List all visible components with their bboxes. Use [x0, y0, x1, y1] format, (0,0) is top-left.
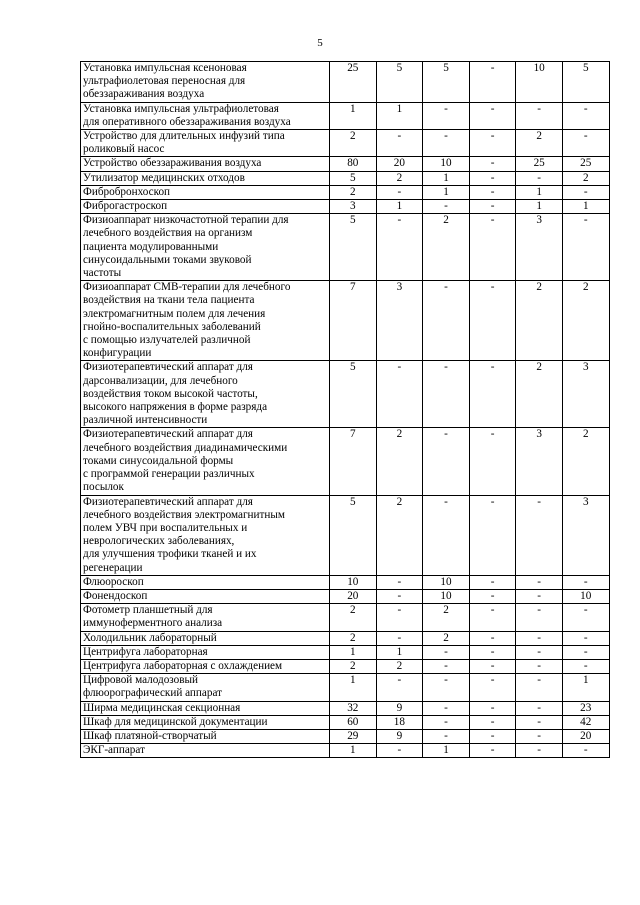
quantity-cell: 10 — [423, 589, 470, 603]
quantity-cell: - — [516, 744, 563, 758]
quantity-cell: - — [376, 589, 423, 603]
quantity-cell: 2 — [376, 495, 423, 575]
quantity-cell: - — [469, 744, 516, 758]
equipment-name-cell: Устройство для длительных инфузий типа роликовый насос — [81, 130, 330, 157]
quantity-cell: - — [562, 130, 609, 157]
quantity-cell: - — [469, 185, 516, 199]
table-row — [81, 715, 610, 729]
quantity-cell: - — [376, 575, 423, 589]
quantity-cell: - — [376, 361, 423, 428]
quantity-cell: 5 — [562, 62, 609, 103]
quantity-cell: - — [562, 575, 609, 589]
quantity-cell: 2 — [423, 604, 470, 631]
quantity-cell: - — [516, 715, 563, 729]
quantity-cell: - — [469, 361, 516, 428]
quantity-cell: - — [516, 701, 563, 715]
quantity-cell: - — [469, 102, 516, 129]
equipment-name-cell: Флюороскоп — [81, 575, 330, 589]
equipment-name-cell: Фиброгастроскоп — [81, 200, 330, 214]
quantity-cell: 10 — [516, 62, 563, 103]
quantity-cell: - — [423, 701, 470, 715]
quantity-cell: 1 — [376, 102, 423, 129]
quantity-cell: 2 — [330, 659, 377, 673]
quantity-cell: 18 — [376, 715, 423, 729]
quantity-cell: - — [516, 631, 563, 645]
equipment-name-cell: Установка импульсная ультрафиолетовая для оперативного обеззараживания воздуха — [81, 102, 330, 129]
quantity-cell: 20 — [562, 729, 609, 743]
quantity-cell: 1 — [516, 185, 563, 199]
quantity-cell: 20 — [330, 589, 377, 603]
quantity-cell: - — [516, 575, 563, 589]
quantity-cell: 1 — [562, 200, 609, 214]
quantity-cell: 1 — [376, 200, 423, 214]
page-number: 5 — [317, 37, 323, 49]
quantity-cell: - — [562, 744, 609, 758]
quantity-cell: - — [562, 631, 609, 645]
table-row — [81, 604, 610, 631]
equipment-name-cell: Утилизатор медицинских отходов — [81, 171, 330, 185]
quantity-cell: 2 — [516, 361, 563, 428]
quantity-cell: 2 — [376, 659, 423, 673]
quantity-cell: - — [469, 674, 516, 701]
quantity-cell: - — [423, 200, 470, 214]
quantity-cell: - — [516, 102, 563, 129]
quantity-cell: 2 — [516, 281, 563, 361]
quantity-cell: 1 — [562, 674, 609, 701]
quantity-cell: 5 — [330, 495, 377, 575]
quantity-cell: - — [423, 361, 470, 428]
table-row — [81, 744, 610, 758]
quantity-cell: 3 — [516, 214, 563, 281]
table-row — [81, 200, 610, 214]
quantity-cell: 5 — [376, 62, 423, 103]
quantity-cell: 3 — [562, 495, 609, 575]
quantity-cell: 32 — [330, 701, 377, 715]
quantity-cell: 3 — [376, 281, 423, 361]
quantity-cell: 2 — [330, 130, 377, 157]
quantity-cell: - — [516, 589, 563, 603]
quantity-cell: - — [516, 674, 563, 701]
quantity-cell: - — [562, 604, 609, 631]
table-row — [81, 281, 610, 361]
quantity-cell: 1 — [516, 200, 563, 214]
equipment-name-cell: Устройство обеззараживания воздуха — [81, 157, 330, 171]
quantity-cell: 5 — [330, 214, 377, 281]
quantity-cell: - — [562, 102, 609, 129]
table-row — [81, 729, 610, 743]
quantity-cell: - — [423, 495, 470, 575]
quantity-cell: 1 — [376, 645, 423, 659]
quantity-cell: 2 — [330, 631, 377, 645]
quantity-cell: 1 — [330, 744, 377, 758]
quantity-cell: - — [469, 575, 516, 589]
equipment-name-cell: Установка импульсная ксеноновая ультрафиолетовая переносная для обеззараживания воздуха — [81, 62, 330, 103]
equipment-name-cell: Цифровой малодозовый флюорографический аппарат — [81, 674, 330, 701]
table-row — [81, 214, 610, 281]
table-row — [81, 361, 610, 428]
quantity-cell: - — [469, 715, 516, 729]
equipment-table-body — [81, 62, 610, 758]
quantity-cell: 1 — [423, 185, 470, 199]
quantity-cell: 80 — [330, 157, 377, 171]
quantity-cell: - — [423, 130, 470, 157]
equipment-name-cell: Физиотерапевтический аппарат для лечебного воздействия электромагнитным полем УВЧ при воспалительных и неврологических заболеваниях, для улучшения трофики тканей и их регенерации — [81, 495, 330, 575]
quantity-cell: 2 — [376, 428, 423, 495]
table-row — [81, 495, 610, 575]
equipment-name-cell: Фонендоскоп — [81, 589, 330, 603]
table-row — [81, 102, 610, 129]
quantity-cell: - — [376, 674, 423, 701]
quantity-cell: - — [423, 645, 470, 659]
quantity-cell: - — [376, 185, 423, 199]
equipment-name-cell: ЭКГ-аппарат — [81, 744, 330, 758]
quantity-cell: - — [469, 200, 516, 214]
quantity-cell: - — [469, 130, 516, 157]
table-row — [81, 428, 610, 495]
quantity-cell: - — [516, 659, 563, 673]
quantity-cell: 2 — [562, 171, 609, 185]
quantity-cell: - — [469, 701, 516, 715]
table-row — [81, 674, 610, 701]
table-row — [81, 645, 610, 659]
quantity-cell: - — [423, 729, 470, 743]
quantity-cell: - — [376, 214, 423, 281]
quantity-cell: 2 — [330, 604, 377, 631]
quantity-cell: 23 — [562, 701, 609, 715]
quantity-cell: 9 — [376, 701, 423, 715]
equipment-name-cell: Центрифуга лабораторная — [81, 645, 330, 659]
quantity-cell: - — [376, 631, 423, 645]
quantity-cell: 2 — [423, 631, 470, 645]
quantity-cell: 7 — [330, 281, 377, 361]
quantity-cell: 25 — [562, 157, 609, 171]
quantity-cell: - — [423, 102, 470, 129]
quantity-cell: 20 — [376, 157, 423, 171]
equipment-name-cell: Шкаф платяной-створчатый — [81, 729, 330, 743]
quantity-cell: - — [516, 495, 563, 575]
quantity-cell: - — [469, 631, 516, 645]
quantity-cell: - — [423, 659, 470, 673]
quantity-cell: 2 — [376, 171, 423, 185]
quantity-cell: - — [376, 130, 423, 157]
equipment-name-cell: Физиоаппарат СМВ-терапии для лечебного воздействия на ткани тела пациента электромагнитным полем для лечения гнойно-воспалительных заболеваний с помощью излучателей различной конфигурации — [81, 281, 330, 361]
table-row — [81, 589, 610, 603]
quantity-cell: - — [376, 604, 423, 631]
quantity-cell: 2 — [562, 281, 609, 361]
quantity-cell: 5 — [330, 171, 377, 185]
quantity-cell: - — [516, 729, 563, 743]
equipment-name-cell: Фибробронхоскоп — [81, 185, 330, 199]
quantity-cell: 10 — [562, 589, 609, 603]
quantity-cell: - — [423, 715, 470, 729]
quantity-cell: 25 — [516, 157, 563, 171]
quantity-cell: 42 — [562, 715, 609, 729]
quantity-cell: - — [469, 62, 516, 103]
equipment-name-cell: Ширма медицинская секционная — [81, 701, 330, 715]
table-row — [81, 62, 610, 103]
equipment-name-cell: Холодильник лабораторный — [81, 631, 330, 645]
quantity-cell: - — [562, 214, 609, 281]
table-row — [81, 631, 610, 645]
quantity-cell: - — [469, 604, 516, 631]
quantity-cell: 5 — [423, 62, 470, 103]
quantity-cell: 1 — [330, 645, 377, 659]
quantity-cell: - — [516, 604, 563, 631]
quantity-cell: - — [562, 659, 609, 673]
quantity-cell: 1 — [330, 674, 377, 701]
quantity-cell: 60 — [330, 715, 377, 729]
quantity-cell: - — [469, 495, 516, 575]
quantity-cell: 2 — [562, 428, 609, 495]
quantity-cell: - — [562, 185, 609, 199]
quantity-cell: - — [469, 428, 516, 495]
equipment-name-cell: Шкаф для медицинской документации — [81, 715, 330, 729]
quantity-cell: 25 — [330, 62, 377, 103]
table-row — [81, 157, 610, 171]
quantity-cell: 2 — [330, 185, 377, 199]
quantity-cell: 3 — [516, 428, 563, 495]
equipment-name-cell: Физиотерапевтический аппарат для дарсонвализации, для лечебного воздействия током высокой частоты, высокого напряжения в форме разряда различной интенсивности — [81, 361, 330, 428]
quantity-cell: - — [376, 744, 423, 758]
equipment-table — [80, 61, 610, 758]
quantity-cell: - — [516, 645, 563, 659]
equipment-name-cell: Физиоаппарат низкочастотной терапии для лечебного воздействия на организм пациента модулированными синусоидальными токами звуковой частоты — [81, 214, 330, 281]
quantity-cell: - — [516, 171, 563, 185]
quantity-cell: - — [423, 428, 470, 495]
quantity-cell: - — [469, 281, 516, 361]
quantity-cell: 1 — [423, 744, 470, 758]
quantity-cell: 9 — [376, 729, 423, 743]
quantity-cell: - — [423, 281, 470, 361]
quantity-cell: - — [423, 674, 470, 701]
quantity-cell: - — [469, 589, 516, 603]
equipment-name-cell: Физиотерапевтический аппарат для лечебного воздействия диадинамическими токами синусоидальной формы с программой генерации различных посылок — [81, 428, 330, 495]
quantity-cell: 10 — [423, 575, 470, 589]
quantity-cell: 29 — [330, 729, 377, 743]
quantity-cell: 1 — [423, 171, 470, 185]
quantity-cell: 2 — [516, 130, 563, 157]
quantity-cell: 10 — [423, 157, 470, 171]
table-row — [81, 171, 610, 185]
quantity-cell: 5 — [330, 361, 377, 428]
quantity-cell: - — [469, 214, 516, 281]
quantity-cell: 1 — [330, 102, 377, 129]
quantity-cell: - — [562, 645, 609, 659]
table-row — [81, 701, 610, 715]
table-row — [81, 130, 610, 157]
equipment-name-cell: Центрифуга лабораторная с охлаждением — [81, 659, 330, 673]
quantity-cell: 2 — [423, 214, 470, 281]
quantity-cell: - — [469, 157, 516, 171]
table-row — [81, 575, 610, 589]
equipment-name-cell: Фотометр планшетный для иммуноферментного анализа — [81, 604, 330, 631]
quantity-cell: - — [469, 645, 516, 659]
quantity-cell: 7 — [330, 428, 377, 495]
quantity-cell: 3 — [562, 361, 609, 428]
quantity-cell: - — [469, 171, 516, 185]
table-row — [81, 659, 610, 673]
quantity-cell: 3 — [330, 200, 377, 214]
quantity-cell: 10 — [330, 575, 377, 589]
table-row — [81, 185, 610, 199]
quantity-cell: - — [469, 729, 516, 743]
quantity-cell: - — [469, 659, 516, 673]
